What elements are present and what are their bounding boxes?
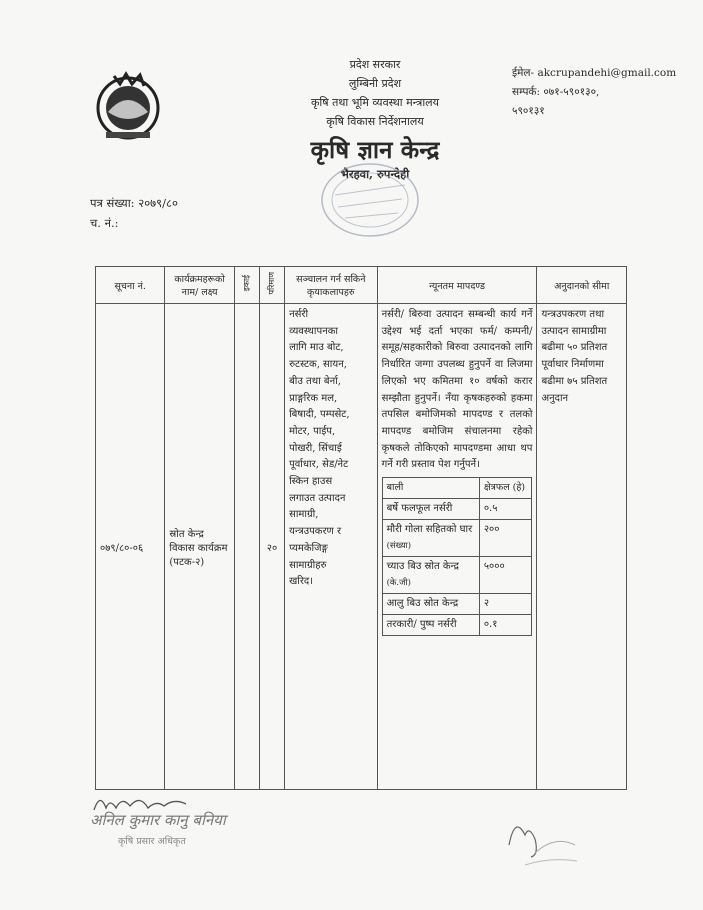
header-activities: सञ्चालन गर्न सकिने कृयाकलापहरु <box>285 267 378 304</box>
header-grant-limit: अनुदानको सीमा <box>537 267 627 304</box>
table-row <box>96 304 627 790</box>
header-line1: प्रदेश सरकार <box>349 58 401 71</box>
activity-line: लागि माउ बोट, <box>289 342 344 354</box>
crop-area-value: ५००० <box>479 557 531 594</box>
crop-area-value: २०० <box>479 520 531 557</box>
activity-line: पोखरी, सिंचाई <box>289 442 342 454</box>
table-header-row <box>96 267 627 304</box>
activity-line: प्यमकेजिङ्ग <box>289 542 328 554</box>
area-header: क्षेत्रफल (हे) <box>479 478 531 499</box>
phone-text: सम्पर्क: ०७१-५९०१३०, <box>512 86 600 98</box>
crop-area-table <box>382 477 532 636</box>
activity-line: लगाउत उत्पादन <box>289 492 346 504</box>
crop-name: च्याउ बिउ स्रोत केन्द्र <box>386 561 459 573</box>
header-unit: इकाई <box>234 267 259 304</box>
crop-row <box>382 594 531 615</box>
crop-row <box>382 499 531 520</box>
crop-name: मौरी गोला सहितको घार <box>386 524 473 536</box>
activity-line: रुटस्टक, सायन, <box>289 359 347 371</box>
office-stamp <box>300 155 430 245</box>
activity-line: सामाग्री, <box>289 509 319 521</box>
header-criteria: न्यूनतम मापदण्ड <box>377 267 537 304</box>
activity-line: बिषादी, पम्पसेट, <box>289 409 350 421</box>
dispatch-number: च. नं.: <box>90 216 119 230</box>
unit-cell <box>234 304 259 790</box>
crop-name: बर्षे फलफूल नर्सरी <box>386 503 453 515</box>
crop-area-value: ०.५ <box>479 499 531 520</box>
header-line2: लुम्बिनी प्रदेश <box>348 77 402 90</box>
signatory-designation: कृषि प्रसार अधिकृत <box>118 836 186 847</box>
header-program: कार्यक्रमहरूको नाम/ लक्ष्य <box>165 267 234 304</box>
activity-line: स्किन हाउस <box>289 476 333 488</box>
crop-unit: (संख्या) <box>386 541 412 552</box>
crop-row <box>382 557 531 594</box>
activity-line: यन्त्रउपकरण र <box>289 526 342 538</box>
government-emblem-icon <box>92 66 164 144</box>
criteria-cell <box>377 304 537 790</box>
letter-number: पत्र संख्या: २०७९/८० <box>90 196 178 210</box>
email-text: ईमेल- akcrupandehi@gmail.com <box>512 67 677 79</box>
crop-header: बाली <box>382 478 479 499</box>
crop-row <box>382 520 531 557</box>
crop-unit: (के.जी) <box>386 578 411 589</box>
activities-cell <box>285 304 378 790</box>
activity-line: प्राङ्गरिक मल, <box>289 392 338 404</box>
crop-name: आलु बिउ स्रोत केन्द्र <box>386 598 459 610</box>
header-notice-no: सूचना नं. <box>96 267 165 304</box>
crop-name-cell <box>382 557 479 594</box>
activities-list <box>289 307 373 591</box>
grant-limit-cell: यन्त्रउपकरण तथा उत्पादन सामाग्रीमा बढीमा ५० प्रतिशत पूर्वाधार निर्माणमा बढीमा ७५ प्रतिशत अनुदान <box>537 304 627 790</box>
office-place: भैरहवा, रुपन्देही <box>340 167 410 181</box>
activity-line: बीउ तथा बेर्ना, <box>289 375 341 387</box>
crop-row <box>382 615 531 636</box>
header-line4: कृषि विकास निर्देशनालय <box>326 115 424 128</box>
program-table <box>95 266 627 790</box>
criteria-text: नर्सरी/ बिरुवा उत्पादन सम्बन्धी कार्य गर्ने उद्देश्य भई दर्ता भएका फर्म/ कम्पनी/समूह/सहकारीको बिरुवा उत्पादनको लागि निर्धारित जग्गा उपलब्ध हुनुपर्ने वा लिजमा लिएको भए कमितमा १० वर्षको करार सम्झौता हुनुपर्ने। नँया कृषकहरुको हकमा तपसिल बमोजिमको मापदण्ड र तलको मापदण्ड बमोजिम संचालनमा रहेको कृषकले तोकिएको मापदण्डमा आधा थप गर्ने गरी प्रस्ताव पेश गर्नुपर्ने। <box>381 309 533 471</box>
header-quantity: परिमाण <box>259 267 284 304</box>
activity-line: पूर्वाधार, सेड/नेट <box>289 459 349 471</box>
reference-block <box>90 193 178 233</box>
crop-name-cell <box>382 594 479 615</box>
crop-area-value: ०.१ <box>479 615 531 636</box>
activity-line: सामाग्रीहरु <box>289 559 327 571</box>
header-line3: कृषि तथा भूमि व्यवस्था मन्त्रालय <box>310 96 440 109</box>
secondary-signature-stamp <box>495 805 585 875</box>
contact-block <box>512 64 676 121</box>
crop-name-cell <box>382 615 479 636</box>
crop-name: तरकारी/ पुष्प नर्सरी <box>386 619 457 631</box>
crop-area-value: २ <box>479 594 531 615</box>
crop-name-cell <box>382 520 479 557</box>
crop-name-cell <box>382 499 479 520</box>
phone-text-2: ५९०१३१ <box>512 105 545 117</box>
signature-block <box>90 790 240 870</box>
activity-line: मोटर, पाईप, <box>289 425 336 437</box>
office-name: कृषि ज्ञान केन्द्र <box>310 135 440 164</box>
activity-line: नर्सरी <box>289 309 309 320</box>
signatory-name: अनिल कुमार कानु बनिया <box>90 811 226 829</box>
program-name-cell: स्रोत केन्द्र विकास कार्यक्रम (पटक-२) <box>165 304 234 790</box>
activity-line: खरिद। <box>289 576 314 588</box>
activity-line: व्यवस्थापनका <box>289 325 339 337</box>
crop-table-header <box>382 478 531 499</box>
quantity-cell: २० <box>259 304 284 790</box>
notice-number-cell: ०७९/८०-०६ <box>96 304 165 790</box>
